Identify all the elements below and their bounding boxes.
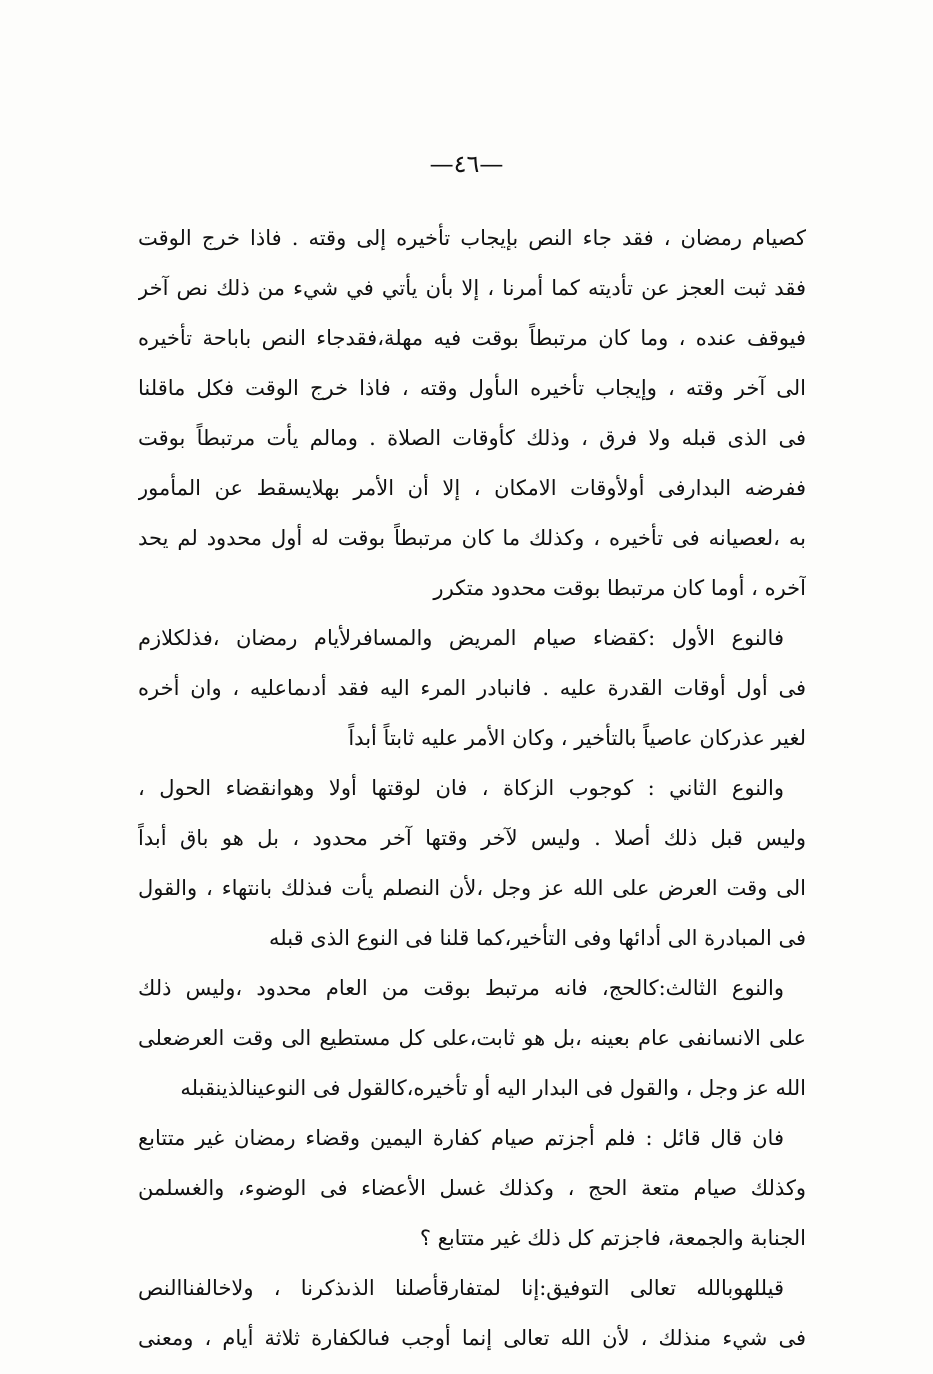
text-line: به ،لعصيانه فى تأخيره ، وكذلك ما كان مرتبطاً بوقت له أول محدود لم يحد [138,526,806,550]
text-line: وليس قبل ذلك أصلا . وليس لآخر وقتها آخر محدود ، بل هو باق أبداً [138,826,806,850]
text-line: الجنابة والجمعة، فاجزتم كل ذلك غير متتابع ؟ [419,1226,806,1250]
text-line: ففرضه البدارفى أولأوقات الامكان ، إلا أن الأمر بهلايسقط عن المأمور [138,476,806,500]
text-line: فى شيء منذلك ، لأن الله تعالى إنما أوجب فىالكفارة ثلاثة أيام ، ومعنى [138,1326,806,1350]
text-line: على الانسانفى عام بعينه ،بل هو ثابت،على كل مستطيع الى وقت العرضعلى [138,1026,806,1050]
text-line: لغير عذركان عاصياً بالتأخير ، وكان الأمر عليه ثابتاً أبداً [348,726,806,750]
text-line: فيوقف عنده ، وما كان مرتبطاً بوقت فيه مهلة،فقدجاء النص باباحة تأخيره [138,326,806,350]
text-line: الى آخر وقته ، وإيجاب تأخيره الىأول وقته ، فاذا خرج الوقت فكل ماقلنا [138,376,806,400]
text-line: كصيام رمضان ، فقد جاء النص بإيجاب تأخيره إلى وقته . فاذا خرج الوقت [138,226,806,250]
text-line: الله عز وجل ، والقول فى البدار اليه أو تأخيره،كالقول فى النوعينالذينقبله [180,1076,806,1100]
text-line: فقد ثبت العجز عن تأديته كما أمرنا ، إلا بأن يأتي في شيء من ذلك نص آخر [138,276,806,300]
text-line: قيللهوبالله تعالى التوفيق:إنا لمتفارقأصلنا الذىذكرنا ، ولاخالفناالنص [138,1276,784,1300]
text-line: فان قال قائل : فلم أجزتم صيام كفارة اليمين وقضاء رمضان غير متتابع [138,1126,784,1150]
text-line: والنوع الثالث:كالحج، فانه مرتبط بوقت من العام محدود ،وليس ذلك [138,976,784,1000]
text-line: والنوع الثاني : كوجوب الزكاة ، فان لوقتها أولا وهوانقضاء الحول ، [138,776,784,800]
text-line: الى وقت العرض على الله عز وجل ،لأن النصلم يأت فىذلك بانتهاء ، والقول [138,876,806,900]
text-line: فى الذى قبله ولا فرق ، وذلك كأوقات الصلاة . ومالم يأت مرتبطاً بوقت [138,426,806,450]
page-number: —٤٦— [429,150,504,178]
text-line: فالنوع الأول :كقضاء صيام المريض والمسافرلأيام رمضان ،فذلكلازم [138,626,784,650]
body-text [138,213,806,1363]
text-line: فى أول أوقات القدرة عليه . فانبادر المرء اليه فقد أدىماعليه ، وان أخره [138,676,806,700]
text-line: آخره ، أوما كان مرتبطا بوقت محدود متكرر [433,576,806,600]
text-line: وكذلك صيام متعة الحج ، وكذلك غسل الأعضاء فى الوضوء، والغسلمن [138,1176,806,1200]
text-line: فى المبادرة الى أدائها وفى التأخير،كما قلنا فى النوع الذى قبله [269,926,806,950]
